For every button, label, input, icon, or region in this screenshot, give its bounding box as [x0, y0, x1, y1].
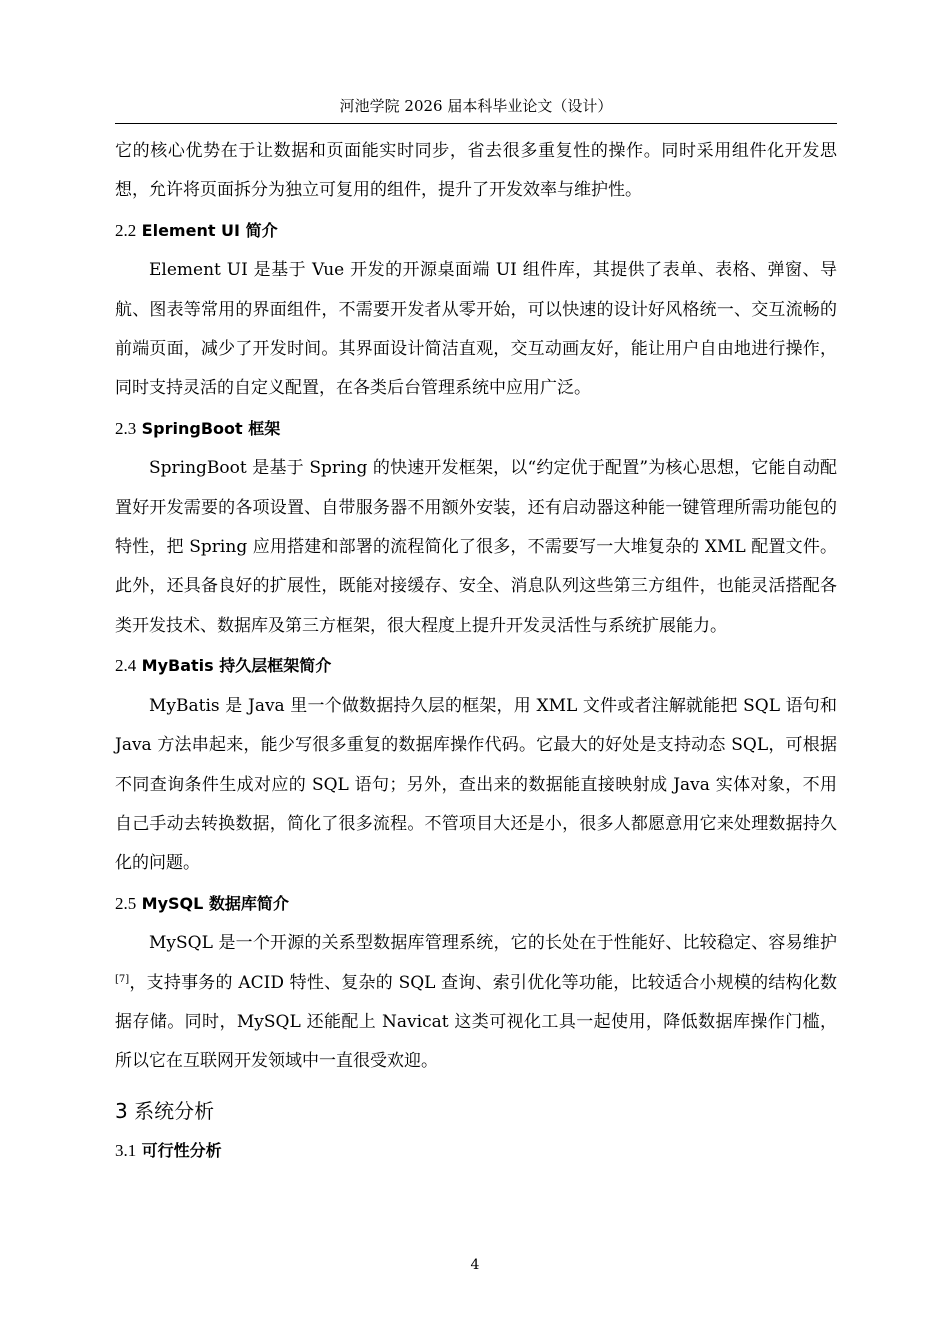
paragraph-text: MySQL 是一个开源的关系型数据库管理系统，它的长处在于性能好、比较稳定、容易维护	[149, 933, 837, 954]
section-title: 可行性分析	[141, 1140, 222, 1160]
document-body	[115, 132, 837, 1171]
section-3-1-heading	[115, 1131, 837, 1171]
section-2-2-paragraph: Element UI 是基于 Vue 开发的开源桌面端 UI 组件库，其提供了表单、表格、弹窗、导航、图表等常用的界面组件，不需要开发者从零开始，可以快速的设计好风格统一、交互流畅的前端页面，减少了开发时间。其界面设计简洁直观，交互动画友好，能让用户自由地进行操作，同时支持灵活的自定义配置，在各类后台管理系统中应用广泛。	[115, 260, 837, 399]
section-title: Element UI 简介	[141, 220, 278, 240]
citation-reference[interactable]: [7]	[115, 973, 130, 985]
page-header: 河池学院 2026 届本科毕业论文（设计）	[339, 97, 613, 115]
page-number: 4	[470, 1257, 480, 1273]
section-title: SpringBoot 框架	[141, 418, 281, 438]
section-2-5-heading	[115, 884, 837, 924]
section-title: MySQL 数据库简介	[141, 893, 289, 913]
section-2-3-paragraph: SpringBoot 是基于 Spring 的快速开发框架，以“约定优于配置”为核心思想，它能自动配置好开发需要的各项设置、自带服务器不用额外安装，还有启动器这种能一键管理所需功能包的特性，把 Spring 应用搭建和部署的流程简化了很多，不需要写一大堆复杂的 XML 配置文件。此外，还具备良好的扩展性，既能对接缓存、安全、消息队列这些第三方组件，也能灵活搭配各类开发技术、数据库及第三方框架，很大程度上提升开发灵活性与系统扩展能力。	[115, 458, 837, 636]
section-2-3-heading	[115, 409, 837, 449]
chapter-3-heading: 3 系统分析	[115, 1098, 215, 1123]
section-title: MyBatis 持久层框架简介	[141, 656, 332, 676]
section-2-2-heading	[115, 211, 837, 251]
header-rule	[115, 123, 837, 124]
intro-paragraph: 它的核心优势在于让数据和页面能实时同步，省去很多重复性的操作。同时采用组件化开发思想，允许将页面拆分为独立可复用的组件，提升了开发效率与维护性。	[115, 141, 837, 201]
section-number: 2.5	[115, 893, 137, 913]
section-2-5-paragraph	[115, 924, 837, 1082]
section-number: 3.1	[115, 1140, 137, 1160]
section-number: 2.2	[115, 220, 137, 240]
section-number: 2.4	[115, 656, 137, 676]
paragraph-text: ，支持事务的 ACID 特性、复杂的 SQL 查询、索引优化等功能，比较适合小规模的结构化数据存储。同时，MySQL 还能配上 Navicat 这类可视化工具一起使用，降低数据库操作门槛，所以它在互联网开发领域中一直很受欢迎。	[115, 972, 837, 1072]
section-2-4-heading	[115, 646, 837, 686]
section-2-4-paragraph: MyBatis 是 Java 里一个做数据持久层的框架，用 XML 文件或者注解就能把 SQL 语句和 Java 方法串起来，能少写很多重复的数据库操作代码。它最大的好处是支持动态 SQL，可根据不同查询条件生成对应的 SQL 语句；另外，查出来的数据能直接映射成 Java 实体对象，不用自己手动去转换数据，简化了很多流程。不管项目大还是小，很多人都愿意用它来处理数据持久化的问题。	[115, 695, 837, 874]
section-number: 2.3	[115, 418, 137, 438]
